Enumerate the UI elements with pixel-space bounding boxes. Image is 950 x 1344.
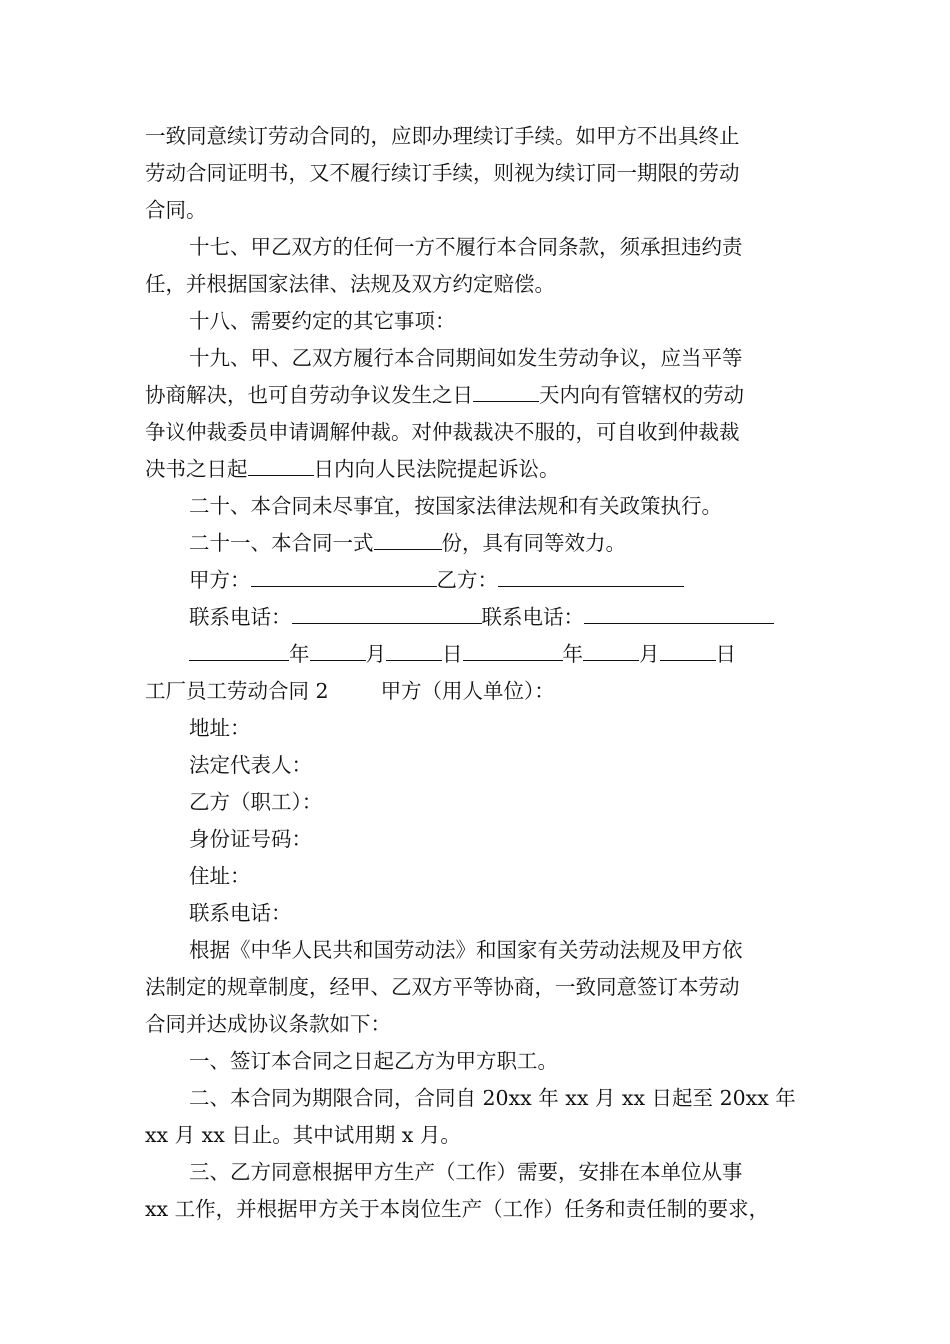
signature-parties-row (145, 562, 840, 599)
month-a-blank[interactable] (310, 659, 366, 661)
text-fragment: 天内向有管辖权的劳动 (539, 383, 744, 407)
party-b-label: 乙方： (436, 568, 498, 592)
article-19-line-4 (145, 451, 840, 488)
year-b-blank[interactable] (463, 659, 563, 661)
text-line: 一致同意续订劳动合同的，应即办理续订手续。如甲方不出具终止 (145, 124, 740, 148)
party-b-employee-label: 乙方（职工）： (189, 790, 323, 814)
party-a-label: 甲方： (189, 568, 251, 592)
party-a-employer-label: 甲方（用人单位）： (380, 679, 555, 703)
year-label: 年 (562, 642, 583, 666)
phone-a-label: 联系电话： (189, 605, 292, 629)
article-17-line-1: 十七、甲乙双方的任何一方不履行本合同条款，须承担违约责 (189, 235, 743, 259)
signature-phone-row (145, 599, 840, 636)
day-b-blank[interactable] (660, 659, 716, 661)
article-19-line-3: 争议仲裁委员申请调解仲裁。对仲裁裁决不服的，可自收到仲裁裁 (145, 420, 740, 444)
text-line: 劳动合同证明书，又不履行续订手续，则视为续订同一期限的劳动 (145, 161, 740, 185)
preamble-line-1: 根据《中华人民共和国劳动法》和国家有关劳动法规及甲方依 (189, 938, 743, 962)
text-fragment: 二十一、本合同一式 (189, 531, 374, 555)
year-label: 年 (289, 642, 310, 666)
article-19-line-1: 十九、甲、乙双方履行本合同期间如发生劳动争议，应当平等 (189, 346, 743, 370)
article-17-line-2: 任，并根据国家法律、法规及双方约定赔偿。 (145, 272, 555, 296)
text-fragment: 决书之日起 (145, 457, 248, 481)
phone-b-blank[interactable] (584, 622, 774, 624)
contract-2-article-3-line-2: xx 工作，并根据甲方关于本岗位生产（工作）任务和责任制的要求， (145, 1197, 770, 1221)
year-a-blank[interactable] (189, 659, 289, 661)
legal-representative-label: 法定代表人： (189, 753, 312, 777)
preamble-line-3: 合同并达成协议条款如下： (145, 1012, 391, 1036)
month-b-blank[interactable] (583, 659, 639, 661)
contract-2-article-1: 一、签订本合同之日起乙方为甲方职工。 (189, 1049, 558, 1073)
text-fragment: 份，具有同等效力。 (441, 531, 626, 555)
contract-2-article-2-line-1: 二、本合同为期限合同，合同自 20xx 年 xx 月 xx 日起至 20xx 年 (189, 1086, 796, 1110)
text-fragment: 日内向人民法院提起诉讼。 (313, 457, 560, 481)
phone-label: 联系电话： (189, 901, 292, 925)
text-line: 合同。 (145, 198, 207, 222)
contract-2-article-2-line-2: xx 月 xx 日止。其中试用期 x 月。 (145, 1123, 461, 1147)
preamble-line-2: 法制定的规章制度，经甲、乙双方平等协商，一致同意签订本劳动 (145, 975, 740, 999)
article-20: 二十、本合同未尽事宜，按国家法律法规和有关政策执行。 (189, 494, 722, 518)
contract-2-title: 工厂员工劳动合同 2 (145, 679, 329, 703)
article-21 (145, 525, 840, 562)
signature-date-row (145, 636, 840, 673)
day-label: 日 (442, 642, 463, 666)
article-18: 十八、需要约定的其它事项： (189, 309, 456, 333)
residence-label: 住址： (189, 864, 251, 888)
phone-a-blank[interactable] (292, 622, 482, 624)
day-a-blank[interactable] (386, 659, 442, 661)
day-label: 日 (715, 642, 736, 666)
party-b-blank[interactable] (498, 585, 684, 587)
month-label: 月 (639, 642, 660, 666)
fill-in-blank[interactable] (374, 548, 442, 550)
fill-in-blank[interactable] (248, 474, 314, 476)
contract-2-heading-row (145, 673, 840, 710)
party-a-blank[interactable] (251, 585, 437, 587)
address-label: 地址： (189, 716, 251, 740)
article-19-line-2 (145, 377, 840, 414)
contract-2-article-3-line-1: 三、乙方同意根据甲方生产（工作）需要，安排在本单位从事 (189, 1160, 743, 1184)
phone-b-label: 联系电话： (481, 605, 584, 629)
text-fragment: 协商解决，也可自劳动争议发生之日 (145, 383, 473, 407)
month-label: 月 (365, 642, 386, 666)
fill-in-blank[interactable] (473, 400, 539, 402)
id-number-label: 身份证号码： (189, 827, 312, 851)
